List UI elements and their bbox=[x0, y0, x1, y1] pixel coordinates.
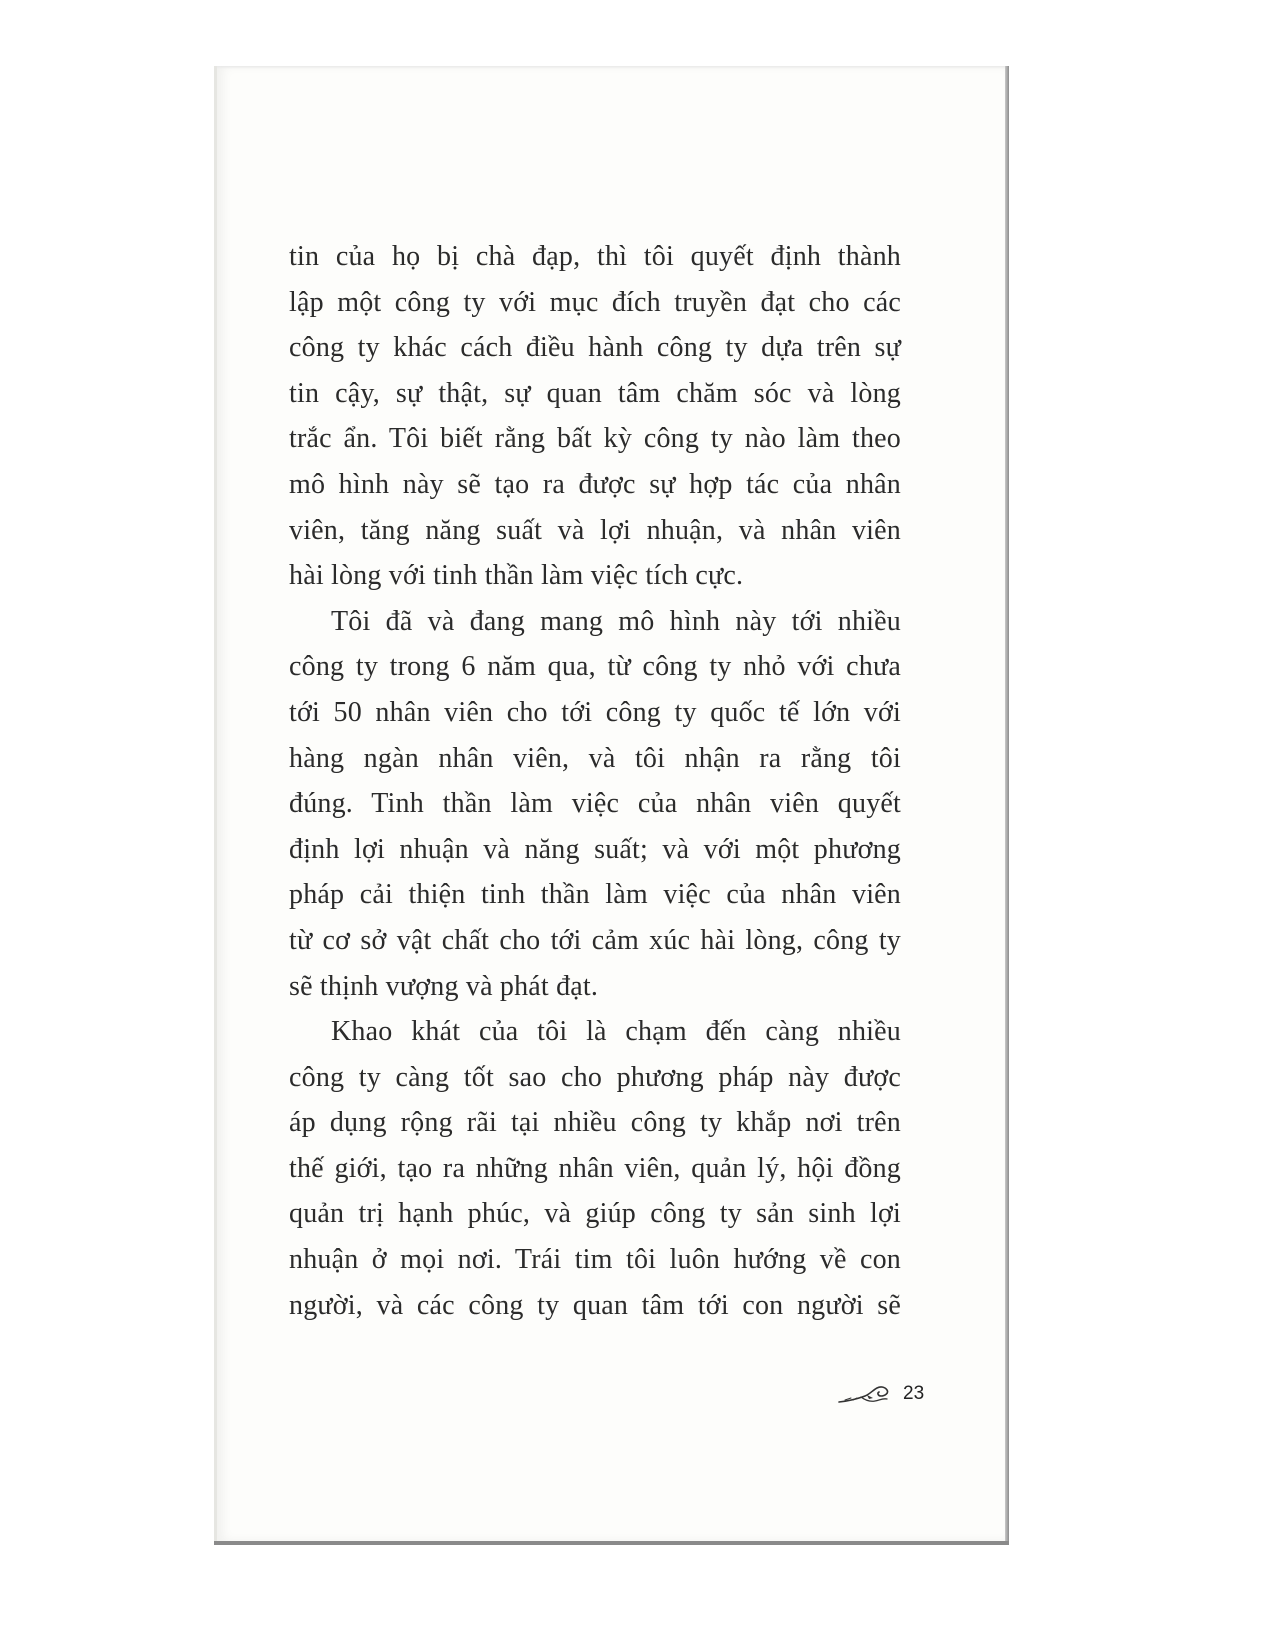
book-page bbox=[214, 66, 1005, 1541]
text-line: công ty trong 6 năm qua, từ công ty nhỏ với chưa bbox=[289, 651, 901, 683]
text-line: tới 50 nhân viên cho tới công ty quốc tế lớn với bbox=[289, 696, 901, 728]
text-line: lập một công ty với mục đích truyền đạt cho các bbox=[289, 286, 901, 318]
text-line: định lợi nhuận và năng suất; và với một phương bbox=[289, 833, 901, 865]
page-folio bbox=[837, 1382, 924, 1406]
paragraph-3 bbox=[289, 1009, 901, 1328]
text-line: quản trị hạnh phúc, và giúp công ty sản sinh lợi bbox=[289, 1198, 901, 1230]
text-line: người, và các công ty quan tâm tới con người sẽ bbox=[289, 1289, 901, 1321]
page-bottom-edge bbox=[214, 1541, 1009, 1545]
paragraph-1 bbox=[289, 234, 901, 599]
text-line: công ty khác cách điều hành công ty dựa trên sự bbox=[289, 332, 901, 364]
text-line: công ty càng tốt sao cho phương pháp này được bbox=[289, 1061, 901, 1093]
text-line: Khao khát của tôi là chạm đến càng nhiều bbox=[331, 1016, 901, 1048]
text-line: áp dụng rộng rãi tại nhiều công ty khắp nơi trên bbox=[289, 1107, 901, 1139]
text-line: mô hình này sẽ tạo ra được sự hợp tác của nhân bbox=[289, 468, 901, 500]
text-line: pháp cải thiện tinh thần làm việc của nhân viên bbox=[289, 879, 901, 911]
text-line: Tôi đã và đang mang mô hình này tới nhiều bbox=[331, 605, 901, 637]
text-line: hàng ngàn nhân viên, và tôi nhận ra rằng tôi bbox=[289, 742, 901, 774]
text-line: trắc ẩn. Tôi biết rằng bất kỳ công ty nào làm theo bbox=[289, 423, 901, 455]
body-text bbox=[289, 234, 901, 1328]
text-line: tin cậy, sự thật, sự quan tâm chăm sóc và lòng bbox=[289, 377, 901, 409]
text-line: nhuận ở mọi nơi. Trái tim tôi luôn hướng về con bbox=[289, 1244, 901, 1276]
paragraph-2 bbox=[289, 599, 901, 1009]
text-line: từ cơ sở vật chất cho tới cảm xúc hài lòng, công ty bbox=[289, 924, 901, 956]
bird-flourish-icon bbox=[837, 1382, 899, 1406]
text-line: tin của họ bị chà đạp, thì tôi quyết định thành bbox=[289, 241, 901, 272]
text-line: sẽ thịnh vượng và phát đạt. bbox=[289, 970, 599, 1002]
text-line: thế giới, tạo ra những nhân viên, quản lý, hội đồng bbox=[289, 1152, 901, 1184]
text-line: viên, tăng năng suất và lợi nhuận, và nhân viên bbox=[289, 514, 901, 546]
page-number: 23 bbox=[903, 1383, 925, 1404]
text-line: hài lòng với tinh thần làm việc tích cực. bbox=[289, 560, 744, 592]
page-right-edge bbox=[1005, 66, 1009, 1541]
page-top-edge bbox=[217, 66, 1005, 69]
text-line: đúng. Tinh thần làm việc của nhân viên quyết bbox=[289, 788, 901, 820]
